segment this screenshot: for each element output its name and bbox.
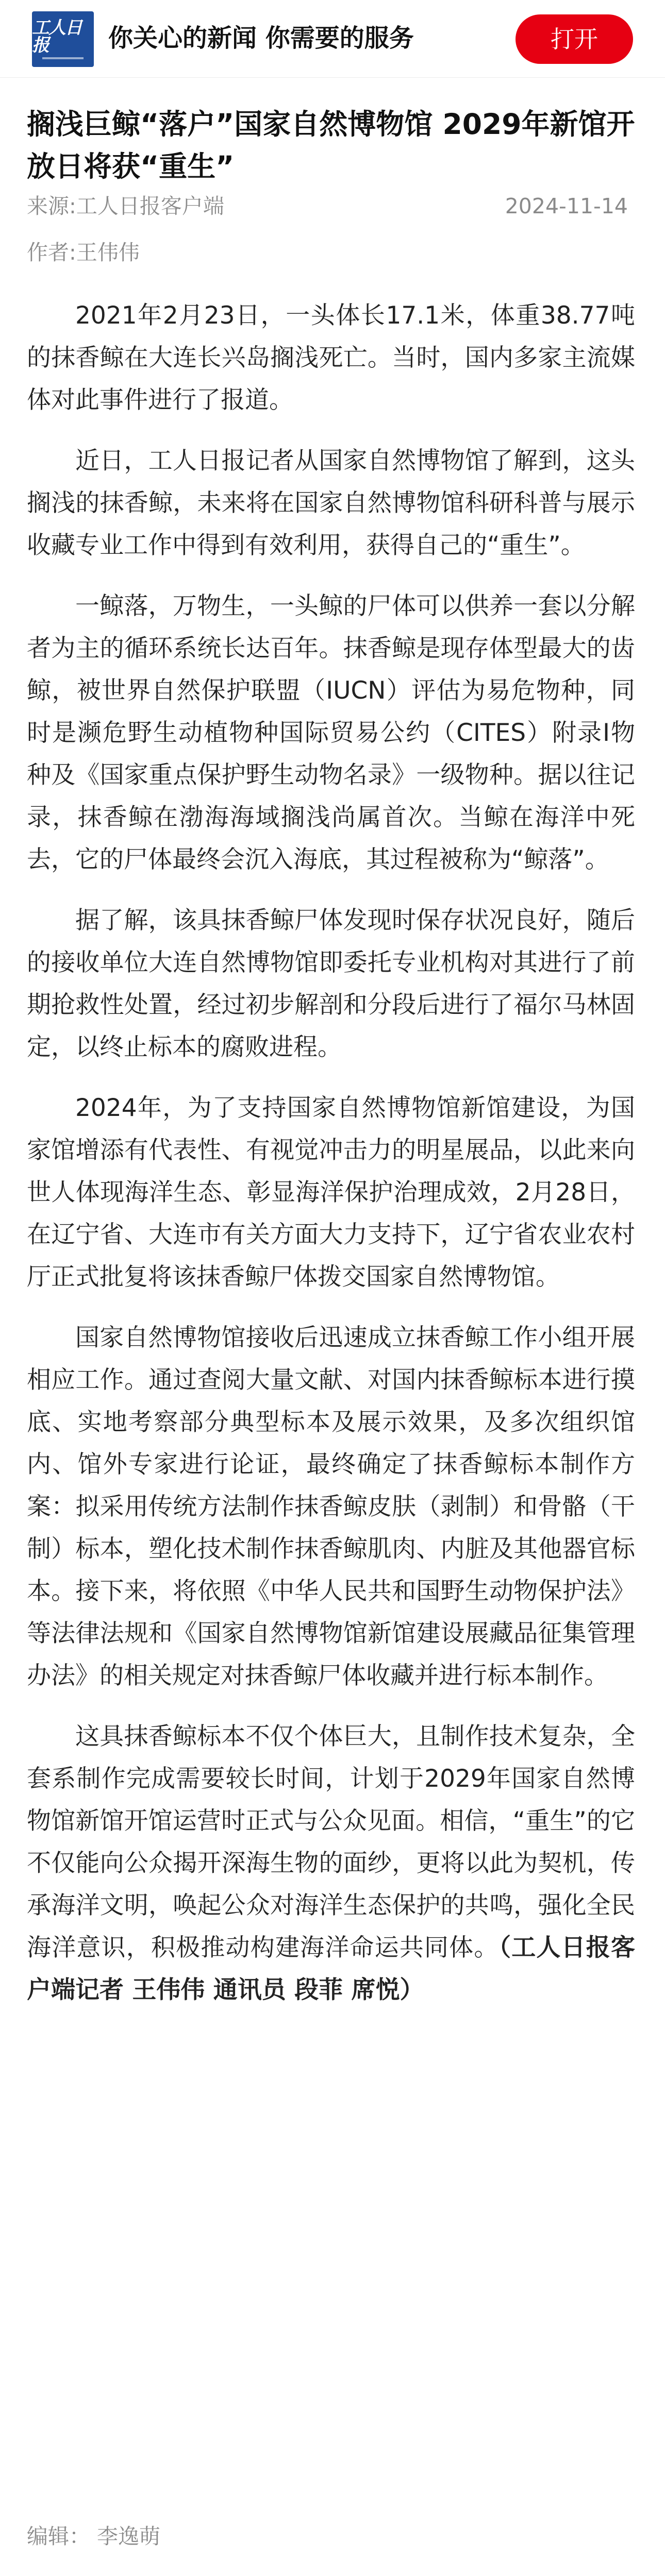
article-paragraph: 国家自然博物馆接收后迅速成立抹香鲸工作小组开展相应工作。通过查阅大量文献、对国内抹香鲸标本进行摸底、实地考察部分典型标本及展示效果，及多次组织馆内、馆外专家进行论证，最终确定了抹香鲸标本制作方案：拟采用传统方法制作抹香鲸皮肤（剥制）和骨骼（干制）标本，塑化技术制作抹香鲸肌肉、内脏及其他器官标本。接下来，将依照《中华人民共和国野生动物保护法》等法律法规和《国家自然博物馆新馆建设展藏品征集管理办法》的相关规定对抹香鲸尸体收藏并进行标本制作。 [27,1324,635,1690]
article-paragraph: 2021年2月23日，一头体长17.1米，体重38.77吨的抹香鲸在大连长兴岛搁浅死亡。当时，国内多家主流媒体对此事件进行了报道。 [27,301,635,414]
app-slogan: 你关心的新闻 你需要的服务 [108,24,414,53]
article-paragraph: 近日，工人日报记者从国家自然博物馆了解到，这头搁浅的抹香鲸，未来将在国家自然博物馆科研科普与展示收藏专业工作中得到有效利用，获得自己的“重生”。 [27,447,635,560]
app-logo [32,11,94,67]
article-body [27,295,635,2030]
article-editor: 编辑： 李逸萌 [27,2524,161,2549]
app-download-banner [0,0,665,78]
article-title: 搁浅巨鲸“落户”国家自然博物馆 2029年新馆开放日将获“重生” [27,108,635,183]
article-date: 2024-11-14 [505,194,628,218]
article-paragraph: 一鲸落，万物生，一头鲸的尸体可以供养一套以分解者为主的循环系统长达百年。抹香鲸是现存体型最大的齿鲸，被世界自然保护联盟（IUCN）评估为易危物种，同时是濒危野生动植物种国际贸易公约（CITES）附录Ⅰ物种及《国家重点保护野生动物名录》一级物种。据以往记录，抹香鲸在渤海海域搁浅尚属首次。当鲸在海洋中死去，它的尸体最终会沉入海底，其过程被称为“鲸落”。 [27,592,635,874]
article-paragraph: 2024年，为了支持国家自然博物馆新馆建设，为国家馆增添有代表性、有视觉冲击力的明星展品，以此来向世人体现海洋生态、彰显海洋保护治理成效，2月28日，在辽宁省、大连市有关方面大力支持下，辽宁省农业农村厅正式批复将该抹香鲸尸体拨交国家自然博物馆。 [27,1094,635,1291]
article-paragraph-text: 这具抹香鲸标本不仅个体巨大，且制作技术复杂，全套系制作完成需要较长时间，计划于2029年国家自然博物馆新馆开馆运营时正式与公众见面。相信，“重生”的它不仅能向公众揭开深海生物的面纱，更将以此为契机，传承海洋文明，唤起公众对海洋生态保护的共鸣，强化全民海洋意识，积极推动构建海洋命运共同体。 [27,1722,635,1962]
article-source: 来源:工人日报客户端 [27,194,224,218]
app-logo-text: 工人日报 [32,18,81,56]
app-logo-underline [42,57,84,59]
article-author: 作者:王伟伟 [27,240,140,265]
article-byline: （工人日报客户端记者 王伟伟 通讯员 段菲 席悦） [27,1934,635,2004]
open-app-button[interactable]: 打开 [516,14,633,64]
article-paragraph-last [27,1716,635,2011]
article-paragraph: 据了解，该具抹香鲸尸体发现时保存状况良好，随后的接收单位大连自然博物馆即委托专业机构对其进行了前期抢救性处置，经过初步解剖和分段后进行了福尔马林固定，以终止标本的腐败进程。 [27,906,635,1061]
